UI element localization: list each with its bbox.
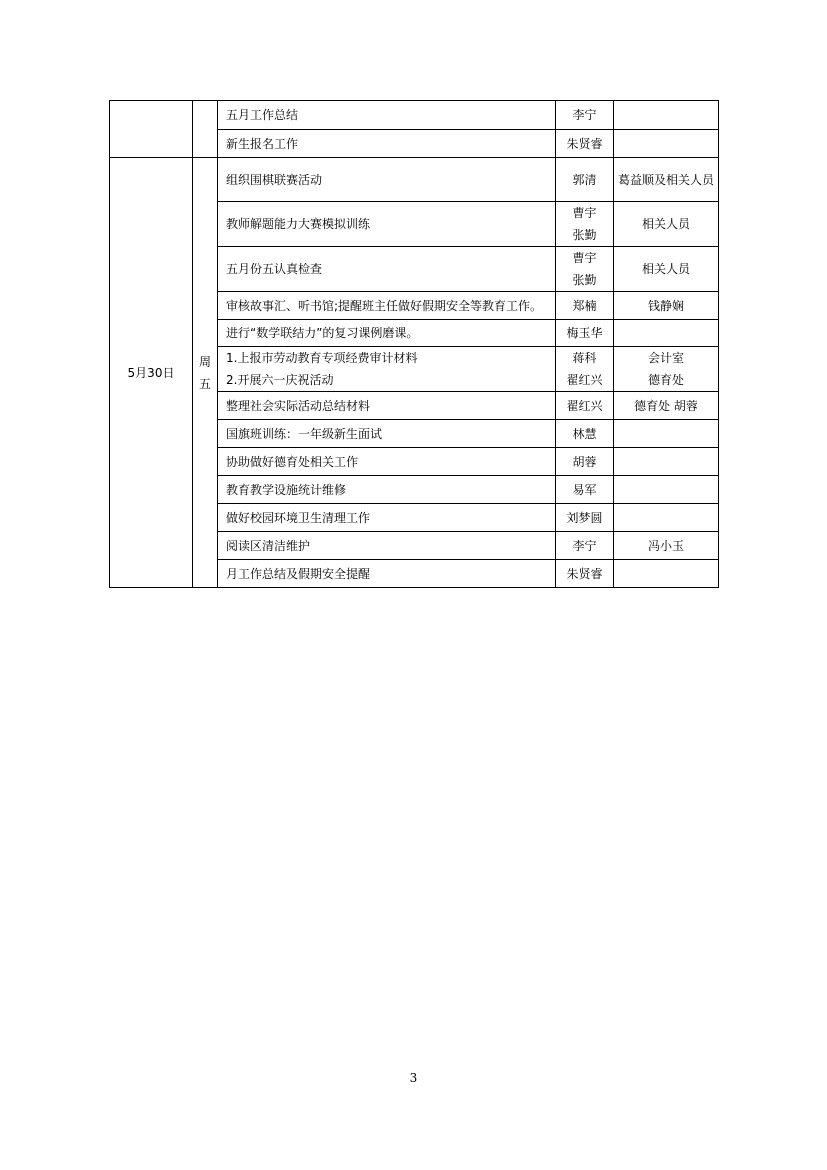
lead-cell: 朱贤睿 xyxy=(556,130,614,158)
task-cell: 阅读区清洁维护 xyxy=(218,532,556,560)
task-cell: 五月份五认真检查 xyxy=(218,247,556,292)
lead-cell: 林慧 xyxy=(556,420,614,448)
page-number: 3 xyxy=(409,1071,418,1085)
weekday-line: 周 xyxy=(198,354,211,369)
lead-cell: 曹宇 张勤 xyxy=(556,247,614,292)
lead-cell: 郭清 xyxy=(556,158,614,202)
assist-cell xyxy=(614,420,719,448)
assist-cell: 相关人员 xyxy=(614,202,719,247)
lead-cell: 翟红兴 xyxy=(556,392,614,420)
assist-cell xyxy=(614,560,719,588)
task-cell: 教师解题能力大赛模拟训练 xyxy=(218,202,556,247)
task-cell: 进行“数学联结力”的复习课例磨课。 xyxy=(218,320,556,347)
task-cell: 国旗班训练：一年级新生面试 xyxy=(218,420,556,448)
task-cell: 1.上报市劳动教育专项经费审计材料 2.开展六一庆祝活动 xyxy=(218,347,556,392)
assist-cell xyxy=(614,476,719,504)
table-row xyxy=(110,101,719,130)
task-cell: 整理社会实际活动总结材料 xyxy=(218,392,556,420)
assist-cell: 葛益顺及相关人员 xyxy=(614,158,719,202)
assist-cell: 冯小玉 xyxy=(614,532,719,560)
task-cell: 教育教学设施统计维修 xyxy=(218,476,556,504)
lead-cell: 易军 xyxy=(556,476,614,504)
lead-cell: 郑楠 xyxy=(556,292,614,320)
assist-cell: 钱静娴 xyxy=(614,292,719,320)
task-cell: 协助做好德育处相关工作 xyxy=(218,448,556,476)
date-cell: 5月30日 xyxy=(110,158,193,588)
assist-cell: 德育处 胡蓉 xyxy=(614,392,719,420)
assist-cell: 会计室 德育处 xyxy=(614,347,719,392)
lead-cell: 蒋科 翟红兴 xyxy=(556,347,614,392)
lead-cell: 曹宇 张勤 xyxy=(556,202,614,247)
schedule-table xyxy=(109,100,719,588)
lead-cell: 梅玉华 xyxy=(556,320,614,347)
assist-cell xyxy=(614,504,719,532)
assist-cell xyxy=(614,448,719,476)
lead-cell: 李宁 xyxy=(556,101,614,130)
lead-cell: 朱贤睿 xyxy=(556,560,614,588)
lead-cell: 胡蓉 xyxy=(556,448,614,476)
weekday-cell xyxy=(193,158,218,588)
weekday-cell-blank xyxy=(193,101,218,158)
assist-cell xyxy=(614,130,719,158)
task-cell: 审核故事汇、听书馆;提醒班主任做好假期安全等教育工作。 xyxy=(218,292,556,320)
task-cell: 新生报名工作 xyxy=(218,130,556,158)
lead-cell: 李宁 xyxy=(556,532,614,560)
assist-cell: 相关人员 xyxy=(614,247,719,292)
assist-cell xyxy=(614,320,719,347)
table-row xyxy=(110,158,719,202)
assist-cell xyxy=(614,101,719,130)
date-cell-blank xyxy=(110,101,193,158)
lead-cell: 刘梦圆 xyxy=(556,504,614,532)
task-cell: 五月工作总结 xyxy=(218,101,556,130)
weekday-line: 五 xyxy=(198,376,211,391)
task-cell: 月工作总结及假期安全提醒 xyxy=(218,560,556,588)
task-cell: 做好校园环境卫生清理工作 xyxy=(218,504,556,532)
task-cell: 组织围棋联赛活动 xyxy=(218,158,556,202)
